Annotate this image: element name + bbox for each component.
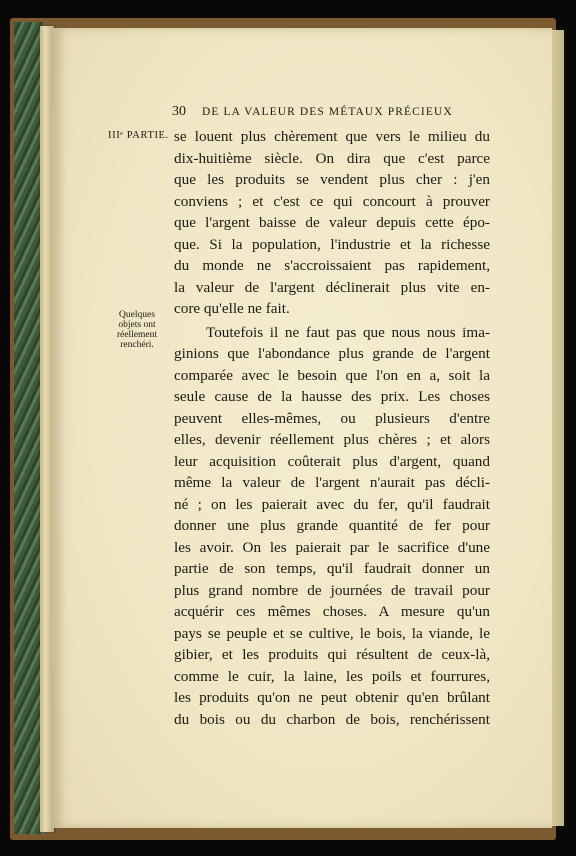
text-line: les avoir. On les paierait par le sacrifice d'une: [174, 538, 490, 556]
text-line: les produits qu'on ne peut obtenir qu'en brûlant: [174, 689, 490, 706]
text-line: pays se peuple et se cultive, le bois, la viande, le: [174, 624, 490, 642]
text-line: seule cause de la hausse des prix. Les choses: [174, 388, 490, 405]
text-line: leur acquisition coûterait plus d'argent, quand: [174, 452, 490, 470]
text-line: Toutefois il ne faut pas que nous nous ima-: [206, 323, 490, 341]
text-line: que. Si la population, l'industrie et la richesse: [174, 235, 490, 253]
text-line: core qu'elle ne fait.: [174, 300, 290, 317]
text-line: du monde ne s'accroissaient pas rapidement,: [174, 257, 490, 274]
text-line: elles, devenir réellement plus chères ; et alors: [174, 431, 490, 448]
text-line: ginions que l'abondance plus grande de l'argent: [174, 345, 490, 362]
text-line: acquérir ces mêmes choses. A mesure qu'un: [174, 603, 490, 620]
text-line: que l'argent baisse de valeur depuis cette épo-: [174, 214, 490, 231]
running-head-title: DE LA VALEUR DES MÉTAUX PRÉCIEUX: [201, 106, 453, 118]
text-line: comparée avec le besoin que l'on en a, soit la: [174, 366, 490, 384]
text-line: se louent plus chèrement que vers le milieu du: [174, 128, 490, 145]
side-note-line: objets ont: [118, 320, 156, 330]
text-line: donner une plus grande quantité de fer pour: [174, 517, 490, 534]
text-line: gibier, et les produits qui résultent de ceux-là,: [174, 646, 490, 663]
margin-part-label: IIIᵉ PARTIE.: [108, 130, 169, 141]
text-line: du bois ou du charbon de bois, renchérissent: [174, 710, 490, 728]
text-line: né ; on les paierait avec du fer, qu'il faudrait: [174, 495, 490, 513]
text-line: peuvent elles-mêmes, ou plusieurs d'entre: [174, 409, 490, 427]
side-note-line: Quelques: [119, 310, 155, 320]
text-line: conviens ; et c'est ce qui concourt à prouver: [174, 192, 490, 210]
text-line: dix-huitième siècle. On dira que c'est parce: [174, 149, 490, 167]
side-note: [104, 310, 170, 350]
page-number: 30: [172, 104, 186, 119]
text-line: partie de son temps, qu'il faudrait donner un: [174, 560, 490, 577]
side-note-line: renchéri.: [120, 340, 154, 350]
text-line: même la valeur de l'argent n'aurait pas décli-: [174, 474, 490, 491]
text-line: comme le cuir, la laine, les poils et fourrures,: [174, 667, 490, 685]
body-text: [174, 126, 490, 730]
text-line: plus grand nombre de journées de travail pour: [174, 581, 490, 599]
text-line: la valeur de l'argent déclinerait plus vite en-: [174, 278, 490, 296]
side-note-line: réellement: [116, 330, 158, 340]
running-head: [172, 104, 502, 120]
text-line: que les produits se vendent plus cher : j'en: [174, 171, 490, 188]
